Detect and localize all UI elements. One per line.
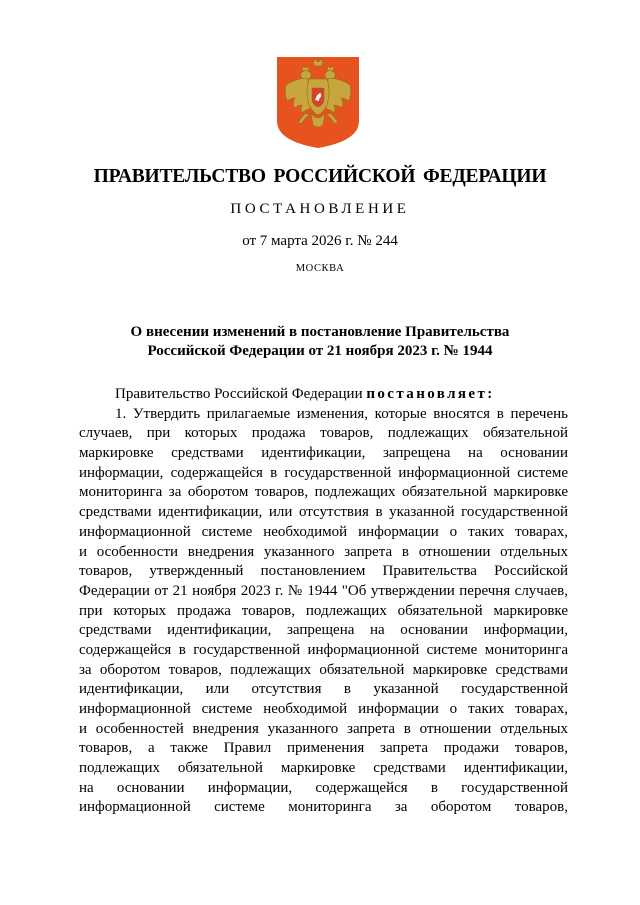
body-line: подлежащих обязательной маркировке средствами идентификации, xyxy=(79,760,568,777)
body-line: товаров, а также Правил применения запрета продажи товаров, xyxy=(79,740,568,757)
body-line: на основании информации, содержащейся в государственной xyxy=(79,779,568,796)
body-line: товаров, утвержденный постановлением Правительства Российской xyxy=(79,563,568,580)
document-subject xyxy=(0,323,640,361)
body-line: Федерации от 21 ноября 2023 г. № 1944 "Об утверждении перечня случаев, xyxy=(79,582,568,599)
body-line: случаев, при которых продажа товаров, подлежащих обязательной xyxy=(79,425,568,442)
body-line: при которых продажа товаров, подлежащих обязательной маркировке xyxy=(79,602,568,619)
body-line: информационной системе необходимой информации о таких товарах, xyxy=(79,701,568,717)
decree-word: постановляет: xyxy=(366,386,495,402)
body-line: и особенности внедрения указанного запрета в отношении отдельных xyxy=(79,543,568,560)
preamble xyxy=(79,385,568,405)
body-line: и особенностей внедрения указанного запрета в отношении отдельных xyxy=(79,720,568,737)
body-line: информационной системе необходимой информации о таких товарах, xyxy=(79,523,568,540)
body-line: маркировке средствами идентификации, запрещена на основании xyxy=(79,445,568,462)
body-line: за оборотом товаров, подлежащих обязательной маркировке средствами xyxy=(79,661,568,678)
body-line: 1. Утвердить прилагаемые изменения, которые вносятся в перечень xyxy=(115,405,568,422)
document-city: МОСКВА xyxy=(295,263,345,274)
russian-coat-of-arms-icon xyxy=(275,55,361,150)
subject-line: Российской Федерации от 21 ноября 2023 г. № 1944 xyxy=(147,343,493,359)
body-line: содержащейся в государственной информационной системе мониторинга xyxy=(79,641,568,658)
document-date-number: от 7 марта 2026 г. № 244 xyxy=(242,233,398,249)
body-line: мониторинга за оборотом товаров, подлежащих обязательной маркировке xyxy=(79,484,568,501)
preamble-text: Правительство Российской Федерации xyxy=(115,386,367,402)
body-line: идентификации, или отсутствия в указанной государственной xyxy=(79,681,568,698)
body-line: средствами идентификации, запрещена на основании информации, xyxy=(79,622,568,639)
subject-line: О внесении изменений в постановление Правительства xyxy=(130,324,510,340)
document-body xyxy=(79,385,568,818)
body-line: информационной системе мониторинга за оборотом товаров, xyxy=(79,799,568,816)
body-line: средствами идентификации, или отсутствия в указанной государственной xyxy=(79,504,568,521)
body-line: информации, содержащейся в государственной информационной системе xyxy=(79,464,568,481)
document-type: ПОСТАНОВЛЕНИЕ xyxy=(230,201,410,217)
government-title: ПРАВИТЕЛЬСТВО РОССИЙСКОЙ ФЕДЕРАЦИИ xyxy=(93,166,547,187)
